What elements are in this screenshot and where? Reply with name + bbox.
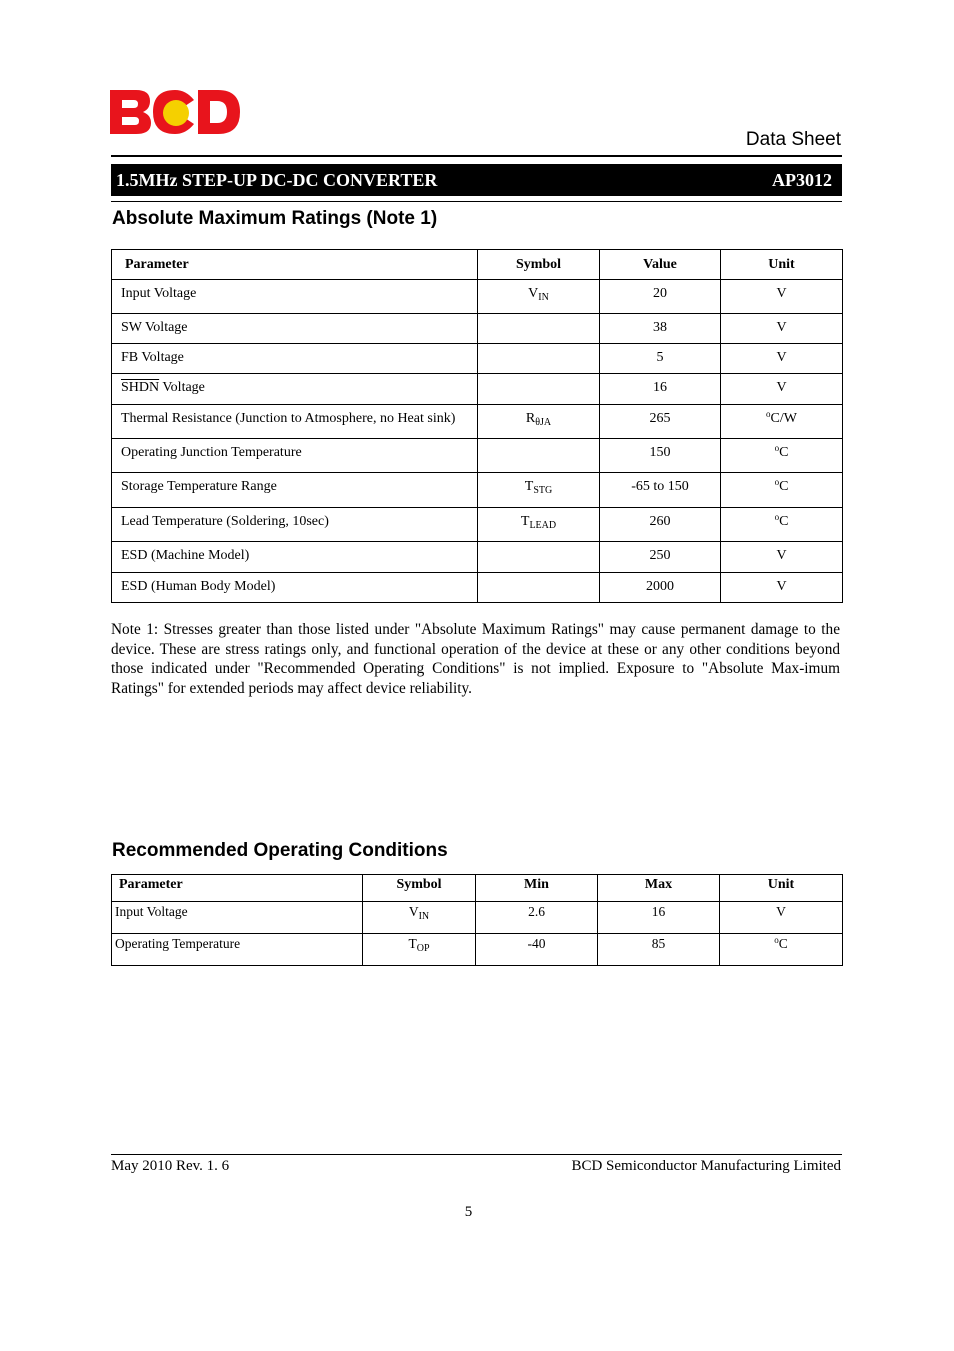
symbol-cell: $T_{LEAD}$: [478, 508, 600, 542]
unit-cell: V: [720, 902, 843, 934]
value-cell: 250: [600, 542, 721, 573]
symbol-cell: [478, 542, 600, 573]
doc-type-label: Data Sheet: [745, 129, 841, 150]
symbol-cell: [478, 314, 600, 344]
table-row: [112, 542, 843, 573]
unit-cell: V: [721, 374, 843, 405]
table-row: [112, 439, 843, 473]
min-cell: -40: [476, 934, 598, 966]
min-cell: 2.6: [476, 902, 598, 934]
param-cell: Storage Temperature Range: [112, 473, 478, 508]
param-cell: ESD (Machine Model): [112, 542, 478, 573]
table-row: [112, 934, 843, 966]
symbol-cell: $V_{IN}$: [478, 280, 600, 314]
table-row: [112, 344, 843, 374]
table-row: [112, 573, 843, 603]
param-cell: Input Voltage: [112, 902, 363, 934]
value-cell: 38: [600, 314, 721, 344]
unit-cell: V: [721, 314, 843, 344]
unit-cell: $^o$C: [721, 473, 843, 508]
symbol-cell: $R_{\theta JA}$: [478, 405, 600, 439]
symbol-cell: [478, 344, 600, 374]
bcd-logo: [110, 88, 240, 136]
param-cell: FB Voltage: [112, 344, 478, 374]
value-cell: 20: [600, 280, 721, 314]
table-row: [112, 280, 843, 314]
roc-table: [111, 874, 843, 966]
col-header-value: Value: [600, 250, 721, 280]
unit-cell: $^o$C: [720, 934, 843, 966]
col-header-min: Min: [476, 875, 598, 902]
footer-date-rev: May 2010 Rev. 1. 6: [111, 1158, 230, 1174]
col-header-unit: Unit: [721, 250, 843, 280]
value-cell: 150: [600, 439, 721, 473]
table-row: [112, 405, 843, 439]
table-row: [112, 902, 843, 934]
footer-rule: [111, 1154, 842, 1155]
symbol-cell: [478, 573, 600, 603]
symbol-cell: $V_{IN}$: [363, 902, 476, 934]
max-cell: 85: [598, 934, 720, 966]
param-cell: SW Voltage: [112, 314, 478, 344]
max-cell: 16: [598, 902, 720, 934]
table-header-row: [112, 250, 843, 280]
value-cell: 16: [600, 374, 721, 405]
value-cell: 2000: [600, 573, 721, 603]
param-cell: Operating Temperature: [112, 934, 363, 966]
param-cell: Lead Temperature (Soldering, 10sec): [112, 508, 478, 542]
title-underline: [111, 201, 842, 202]
symbol-cell: $T_{STG}$: [478, 473, 600, 508]
symbol-cell: $T_{OP}$: [363, 934, 476, 966]
param-cell: Operating Junction Temperature: [112, 439, 478, 473]
value-cell: 5: [600, 344, 721, 374]
unit-cell: $^o$C: [721, 508, 843, 542]
value-cell: 260: [600, 508, 721, 542]
param-cell: Thermal Resistance (Junction to Atmosphere, no Heat sink): [112, 405, 478, 439]
col-header-symbol: Symbol: [478, 250, 600, 280]
symbol-cell: [478, 374, 600, 405]
part-number: AP3012: [772, 169, 832, 190]
note-1-text: Note 1: Stresses greater than those listed under "Absolute Maximum Ratings" may cause permanent damage to the device. These are stress ratings only, and functional operation of the device at these or any other conditions beyond those indicated under "Recommended Operating Conditions" is not implied. Exposure to "Absolute Max-imum Ratings" for extended periods may affect device reliability.: [111, 621, 840, 697]
col-header-symbol: Symbol: [363, 875, 476, 902]
param-cell: ESD (Human Body Model): [112, 573, 478, 603]
title-bar: [111, 164, 842, 196]
param-cell: Input Voltage: [112, 280, 478, 314]
col-header-parameter: Parameter: [112, 875, 363, 902]
col-header-unit: Unit: [720, 875, 843, 902]
header-rule: [111, 155, 842, 157]
footer-company: BCD Semiconductor Manufacturing Limited: [571, 1158, 841, 1174]
unit-cell: V: [721, 542, 843, 573]
shdn-overline-text: SHDN: [121, 380, 160, 395]
table-row: [112, 314, 843, 344]
table-row: [112, 374, 843, 405]
col-header-parameter: Parameter: [112, 250, 478, 280]
value-cell: 265: [600, 405, 721, 439]
symbol-cell: [478, 439, 600, 473]
col-header-max: Max: [598, 875, 720, 902]
abs-max-heading: Absolute Maximum Ratings (Note 1): [112, 208, 438, 229]
param-cell: SHDN Voltage: [112, 374, 478, 405]
table-row: [112, 473, 843, 508]
abs-max-table: [111, 249, 843, 603]
product-title: 1.5MHz STEP-UP DC-DC CONVERTER: [116, 169, 438, 190]
unit-cell: $^o$C/W: [721, 405, 843, 439]
unit-cell: V: [721, 573, 843, 603]
table-row: [112, 508, 843, 542]
page-number: 5: [464, 1204, 473, 1220]
unit-cell: V: [721, 344, 843, 374]
unit-cell: $^o$C: [721, 439, 843, 473]
roc-heading: Recommended Operating Conditions: [112, 840, 448, 861]
value-cell: -65 to 150: [600, 473, 721, 508]
unit-cell: V: [721, 280, 843, 314]
table-header-row: [112, 875, 843, 902]
